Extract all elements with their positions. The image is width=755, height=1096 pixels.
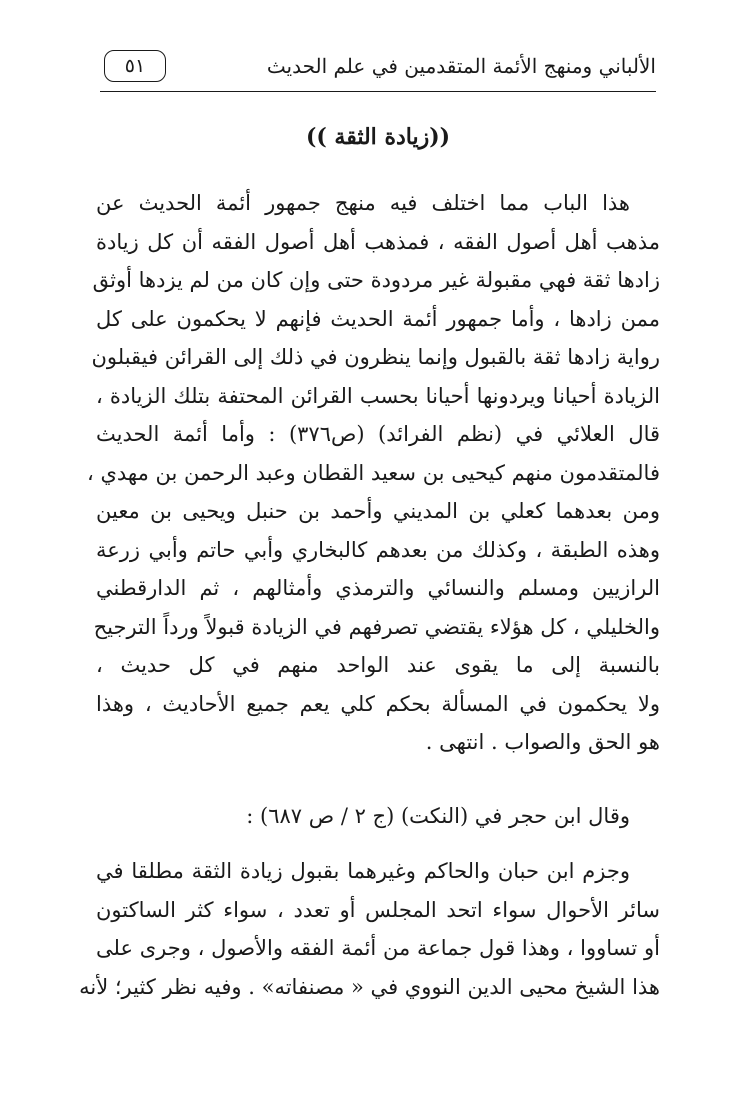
paragraph-1 — [87, 184, 661, 762]
text-line: هو الحق والصواب . انتهى . — [425, 730, 660, 754]
text-line: سائر الأحوال سواء اتحد المجلس أو تعدد ، سواء كثر الساكتون — [96, 897, 660, 922]
text-line: أو تساووا ، وهذا قول جماعة من أئمة الفقه والأصول ، وجرى على — [96, 936, 660, 960]
text-line: زادها ثقة فهي مقبولة غير مردودة حتى وإن كان من لم يزدها أوثق — [92, 268, 660, 292]
text-line: ممن زادها ، وأما جمهور أئمة الحديث فإنهم لا يحكمون على كل — [96, 306, 660, 331]
text-line: مذهب أهل أصول الفقه ، فمذهب أهل أصول الفقه أن كل زيادة — [96, 229, 660, 254]
page-number-badge: ٥١ — [104, 50, 166, 82]
text-line: رواية زادها ثقة بالقبول وإنما ينظرون في ذلك إلى القرائن فيقبلون — [91, 345, 660, 369]
paragraph-2 — [96, 797, 660, 836]
section-title: ((زيادة الثقة )) — [305, 124, 451, 150]
text-line: وهذه الطبقة ، وكذلك من بعدهم كالبخاري وأبي حاتم وأبي زرعة — [96, 537, 660, 562]
running-title: الألباني ومنهج الأئمة المتقدمين في علم الحديث — [266, 54, 656, 78]
page-header — [100, 44, 656, 96]
text-line: قال العلائي في (نظم الفرائد) (ص٣٧٦) : وأما أئمة الحديث — [96, 422, 661, 446]
text-line: الرازيين ومسلم والنسائي والترمذي وأمثالهم ، ثم الدارقطني — [96, 576, 660, 600]
text-line: هذا الشيخ محيى الدين النووي في « مصنفاته» . وفيه نظر كثير؛ لأنه — [79, 974, 660, 999]
text-line: بالنسبة إلى ما يقوى عند الواحد منهم في كل حديث ، — [96, 653, 660, 677]
text-line: ولا يحكمون في المسألة بحكم كلي يعم جميع الأحاديث ، وهذا — [96, 691, 660, 716]
paragraph-3 — [79, 852, 660, 1006]
text-line: ومن بعدهما كعلي بن المديني وأحمد بن حنبل ويحيى بن معين — [96, 499, 660, 523]
header-rule — [100, 91, 656, 92]
text-line: الزيادة أحيانا ويردونها أحيانا بحسب القرائن المحتفة بتلك الزيادة ، — [96, 383, 660, 408]
text-line: والخليلي ، كل هؤلاء يقتضي تصرفهم في الزيادة قبولاً ورداً الترجيح — [93, 614, 660, 639]
text-line: وجزم ابن حبان والحاكم وغيرهما بقبول زيادة الثقة مطلقا في — [96, 859, 630, 883]
text-line: فالمتقدمون منهم كيحيى بن سعيد القطان وعبد الرحمن بن مهدي ، — [87, 460, 660, 485]
text-line: هذا الباب مما اختلف فيه منهج جمهور أئمة الحديث عن — [96, 191, 630, 215]
text-line: وقال ابن حجر في (النكت) (ج ٢ / ص ٦٨٧) : — [246, 804, 630, 828]
